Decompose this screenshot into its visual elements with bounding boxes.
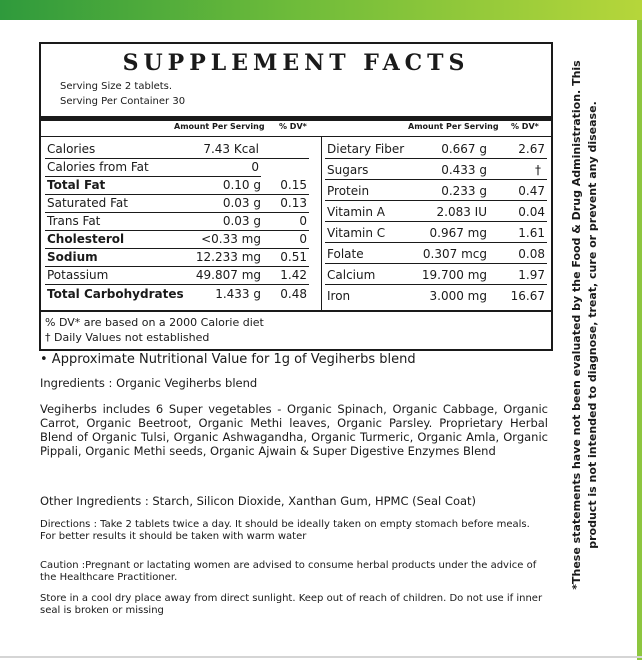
nutrient-name: Sugars <box>327 163 369 177</box>
nutrient-row-iron <box>325 288 547 306</box>
nutrient-name: Protein <box>327 184 370 198</box>
nutrient-dv: 0.04 <box>518 205 545 219</box>
nutrient-dv: 0.15 <box>280 178 307 192</box>
nutrient-name: Cholesterol <box>47 232 125 246</box>
nutrient-row-total-fat <box>45 177 309 195</box>
nutrient-name: Vitamin C <box>327 226 386 240</box>
storage-text: Store in a cool dry place away from direct sunlight. Keep out of reach of children. Do not use if inner seal is broken or missing <box>40 593 543 616</box>
nutrient-amount: 12.233 mg <box>195 250 261 264</box>
nutrient-row-vitamin-c <box>325 225 547 243</box>
nutrient-row-calcium <box>325 267 547 285</box>
right-dv-header: % DV* <box>511 122 539 131</box>
nutrient-dv: 16.67 <box>510 289 545 303</box>
nutrient-name: Trans Fat <box>47 214 101 228</box>
nutrient-name: Calories from Fat <box>47 160 149 174</box>
nutrient-dv: 2.67 <box>518 142 545 156</box>
servings-per-container: Serving Per Container 30 <box>60 96 186 107</box>
nutrient-name: Iron <box>327 289 351 303</box>
nutrient-amount: 0.03 g <box>222 214 261 228</box>
nutrient-amount: 49.807 mg <box>195 268 261 282</box>
header-divider <box>41 136 551 137</box>
nutrient-row-protein <box>325 183 547 201</box>
nutrient-amount: 0.03 g <box>222 196 261 210</box>
nutrient-name: Total Carbohydrates <box>47 287 184 301</box>
dagger-footnote: † Daily Values not established <box>45 331 210 344</box>
nutrient-dv: 1.61 <box>518 226 545 240</box>
nutrient-row-trans-fat <box>45 213 309 231</box>
nutrient-name: Calcium <box>327 268 376 282</box>
nutrient-row-folate <box>325 246 547 264</box>
nutrient-name: Calories <box>47 142 96 156</box>
nutrient-amount: <0.33 mg <box>201 232 261 246</box>
dv-footnote: % DV* are based on a 2000 Calorie diet <box>45 316 264 329</box>
nutrient-dv: 1.97 <box>518 268 545 282</box>
nutrient-row-cholesterol <box>45 231 309 249</box>
directions-text: Directions : Take 2 tablets twice a day. It should be ideally taken on empty stomach before meals. For better results it should be taken with warm water <box>40 519 530 542</box>
thick-divider <box>41 116 551 121</box>
serving-size: Serving Size 2 tablets. <box>60 81 173 92</box>
left-amount-header: Amount Per Serving <box>174 122 265 131</box>
ingredients-line: Ingredients : Organic Vegiherbs blend <box>40 376 258 390</box>
right-accent-bar <box>637 20 642 660</box>
nutrient-amount: 0 <box>251 160 259 174</box>
nutrient-dv: 0 <box>299 214 307 228</box>
nutrient-row-calories <box>45 141 309 159</box>
left-dv-header: % DV* <box>279 122 307 131</box>
supplement-facts-panel <box>39 42 553 351</box>
nutrient-name: Saturated Fat <box>47 196 128 210</box>
nutrient-row-potassium <box>45 267 309 285</box>
nutrient-dv: 0.48 <box>280 287 307 301</box>
nutrient-row-sugars <box>325 162 547 180</box>
nutrient-row-dietary-fiber <box>325 141 547 159</box>
nutrient-name: Potassium <box>47 268 109 282</box>
column-divider <box>321 136 322 310</box>
nutrient-name: Dietary Fiber <box>327 142 405 156</box>
nutrient-amount: 0.233 g <box>441 184 487 198</box>
nutrient-row-vitamin-a <box>325 204 547 222</box>
panel-title: SUPPLEMENT FACTS <box>122 50 470 76</box>
approximate-nutrition-note: • Approximate Nutritional Value for 1g of Vegiherbs blend <box>40 352 416 367</box>
nutrient-dv: 0.47 <box>518 184 545 198</box>
nutrient-amount: 0.10 g <box>222 178 261 192</box>
footnote-divider <box>41 310 551 312</box>
nutrient-name: Sodium <box>47 250 98 264</box>
nutrient-amount: 0.433 g <box>441 163 487 177</box>
nutrient-dv: 0.13 <box>280 196 307 210</box>
top-accent-bar <box>0 0 642 20</box>
right-amount-header: Amount Per Serving <box>408 122 499 131</box>
nutrient-amount: 1.433 g <box>215 287 261 301</box>
nutrient-amount: 7.43 Kcal <box>203 142 259 156</box>
nutrient-dv: 0.51 <box>280 250 307 264</box>
vegiherbs-paragraph: Vegiherbs includes 6 Super vegetables - Organic Spinach, Organic Cabbage, Organic Carrot, Organic Beetroot, Organic Methi leaves, Organic Parsley. Proprietary Herbal Blend of Organic Tulsi, Organic Ashwagandha, Organic Turmeric, Organic Amla, Organic Pippali, Organic Methi seeds, Organic Ajwain & Super Digestive Enzymes Blend <box>40 402 548 458</box>
nutrient-dv: 0 <box>299 232 307 246</box>
nutrient-amount: 2.083 IU <box>436 205 487 219</box>
nutrient-amount: 0.967 mg <box>429 226 487 240</box>
nutrient-row-total-carbohydrates <box>45 286 309 304</box>
nutrient-amount: 0.307 mcg <box>422 247 487 261</box>
nutrient-dv: † <box>535 163 541 177</box>
nutrient-amount: 0.667 g <box>441 142 487 156</box>
bottom-rule <box>0 656 642 658</box>
nutrient-name: Total Fat <box>47 178 106 192</box>
nutrient-dv: 1.42 <box>280 268 307 282</box>
nutrient-row-saturated-fat <box>45 195 309 213</box>
other-ingredients-line: Other Ingredients : Starch, Silicon Dioxide, Xanthan Gum, HPMC (Seal Coat) <box>40 494 477 508</box>
nutrient-amount: 3.000 mg <box>429 289 487 303</box>
nutrient-amount: 19.700 mg <box>421 268 487 282</box>
nutrient-dv: 0.08 <box>518 247 545 261</box>
nutrient-row-sodium <box>45 249 309 267</box>
caution-text: Caution :Pregnant or lactating women are advised to consume herbal products under the advice of the Healthcare Practitioner. <box>40 560 537 583</box>
fda-disclaimer: *These statements have not been evaluated by the Food & Drug Administration. This product is not intended to diagnose, treat, cure or prevent any disease. <box>570 60 599 590</box>
nutrient-name: Vitamin A <box>327 205 385 219</box>
nutrient-name: Folate <box>327 247 364 261</box>
nutrient-row-calories-from-fat <box>45 159 261 177</box>
